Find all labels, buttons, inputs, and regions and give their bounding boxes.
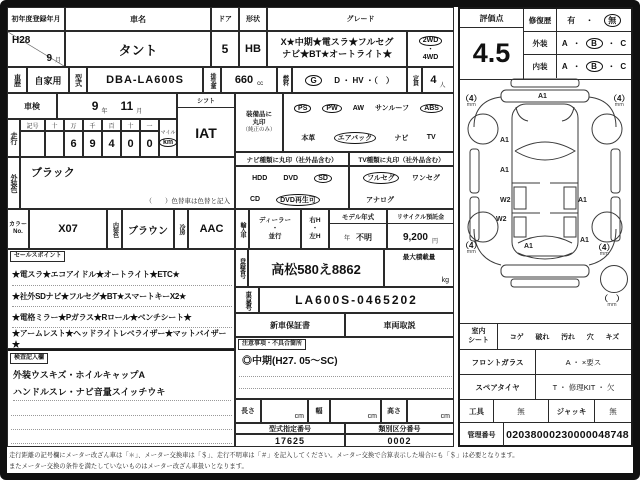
nav-option: DVD	[283, 174, 299, 182]
mileage-col-1k: 千	[83, 119, 102, 131]
inspection-month-unit: 月	[136, 108, 143, 115]
model-year-cell	[329, 209, 387, 249]
equipment-option: エアバック	[334, 132, 376, 144]
tread-value: （4）	[594, 243, 615, 252]
drive-separator: ・	[427, 45, 434, 53]
equipment-label-3: （純正のみ）	[242, 127, 276, 134]
repair-yes: 有	[567, 15, 576, 25]
tv-type-cell	[349, 166, 454, 209]
height-unit: cm	[440, 413, 450, 420]
sales-point-line: ★アームレスト★ヘッドライトレベライザー★マットバイザー★	[12, 327, 232, 349]
length-label: 長さ	[235, 399, 261, 423]
handle-cell	[301, 209, 329, 249]
capacity-unit: 人	[439, 82, 446, 89]
inspector-box	[7, 349, 235, 447]
evaluation-score: 4.5	[472, 38, 511, 68]
model-year-unit: 年	[343, 235, 350, 242]
exterior-color-value: ブラック	[31, 167, 75, 179]
seat-option: 破れ	[535, 333, 550, 341]
car-name-header: 車名	[65, 7, 211, 31]
mileage-digit: 4	[102, 131, 121, 157]
class-number: 0002	[345, 434, 454, 447]
ruled-line	[239, 388, 452, 389]
tv-type-header: TV種類に丸印（社外品含む）	[349, 152, 454, 166]
equipment-option: ナビ	[394, 134, 409, 142]
footer-notes	[9, 451, 631, 472]
equipment-label-cell	[235, 93, 283, 152]
recycle-label: リサイクル預託金	[388, 210, 453, 224]
grade-cell	[267, 31, 407, 67]
grade-option: B	[586, 38, 603, 49]
equipment-option: 本革	[301, 134, 316, 142]
repair-history-row	[524, 9, 631, 32]
mileage-col-1: 一	[140, 119, 159, 131]
warranty-cell: 新車保証書	[235, 313, 345, 337]
equipment-option: PW	[322, 104, 341, 113]
nav-row1	[236, 167, 348, 189]
recycle-value: 9,200	[402, 231, 428, 243]
windshield-label: フロントガラス	[460, 350, 536, 374]
shift-value: IAT	[195, 124, 217, 141]
model-code: DBA-LA600S	[87, 67, 203, 93]
seat-option: キズ	[605, 333, 620, 341]
mileage-unit-cell	[159, 119, 177, 157]
displacement-value: 660	[234, 74, 254, 86]
mileage-col-100k: 十	[45, 119, 64, 131]
sales-points-box	[7, 249, 235, 349]
capacity-label: 定員	[407, 67, 422, 93]
handle-dot: ・	[311, 225, 319, 233]
handle-left: 左H	[309, 232, 321, 240]
model-year-value-row	[330, 224, 386, 250]
equipment-option: ABS	[420, 104, 443, 113]
exterior-color-cell	[20, 157, 235, 209]
model-year-value: 不明	[356, 232, 372, 242]
shape-header: 形状	[239, 7, 267, 31]
door-count: 5	[211, 31, 239, 67]
model-code-label: 型式	[69, 67, 87, 93]
tools-label: 工具	[460, 400, 494, 422]
height-label: 高さ	[381, 399, 407, 423]
grade-dot: ・	[572, 38, 581, 48]
sales-point-line: ★社外SDナビ★フルセグ★BT★スマートキーX2★	[12, 285, 232, 307]
tread-unit: mm	[607, 302, 617, 308]
repair-history-label: 修復歴	[524, 9, 557, 31]
ac-value: AAC	[188, 209, 235, 249]
inspector-line: ハンドルスレ・ナビ音量スイッチウキ	[13, 383, 231, 401]
mileage-col-100: 百	[102, 119, 121, 131]
seat-label-2: シート	[468, 336, 489, 344]
tread-unit: mm	[466, 249, 476, 255]
sales-points-label: セールスポイント	[10, 251, 65, 262]
recycle-value-row	[388, 224, 453, 250]
equipment-option: サンルーフ	[375, 105, 410, 112]
interior-grade-label: 内装	[524, 55, 557, 78]
mileage-digit: 0	[140, 131, 159, 157]
mileage-digit	[45, 131, 64, 157]
shift-label: シフト	[178, 94, 234, 108]
car-diagram	[466, 77, 624, 301]
repair-dot: ・	[585, 15, 594, 25]
tv-row2	[350, 189, 453, 210]
type-designation-label: 型式指定番号	[235, 423, 345, 434]
tread-depth-rl	[461, 242, 481, 256]
mileage-unit-km: km	[159, 138, 177, 147]
inspector-line: 外装ウスキズ・ホイルキャップA	[13, 370, 146, 380]
mileage-digit: 9	[83, 131, 102, 157]
inspection-cell	[57, 93, 177, 119]
door-header: ドア	[211, 7, 239, 31]
width-cell	[330, 399, 381, 423]
fuel-label: 燃料	[277, 67, 292, 93]
tools-value: 無	[494, 400, 549, 422]
payload-label: 最大積載量	[402, 253, 436, 261]
fuel-gasoline: G	[305, 75, 322, 86]
management-row	[460, 423, 631, 446]
damage-mark: W2	[500, 197, 511, 204]
seat-row	[460, 324, 631, 350]
interior-grade-row	[524, 55, 631, 78]
fuel-cell	[292, 67, 407, 93]
tread-depth-spare	[600, 295, 624, 309]
inspection-year-unit: 年	[101, 108, 108, 115]
grade-option: A	[561, 38, 568, 48]
first-reg-month-unit: 月	[54, 58, 61, 64]
length-cell	[261, 399, 308, 423]
displacement-cell	[221, 67, 277, 93]
repair-no: 無	[604, 14, 621, 27]
tread-value: （4）	[609, 94, 630, 103]
spare-tire-row	[460, 375, 631, 400]
tv-option: フルセグ	[363, 172, 399, 184]
equipment-option: PS	[294, 104, 311, 113]
mileage-table	[20, 119, 159, 157]
ac-label: 冷房	[174, 209, 188, 249]
tread-depth-rr	[594, 244, 614, 258]
nav-option: DVD再生可	[276, 194, 320, 206]
chassis-number: LA600S-0465202	[259, 287, 454, 313]
jack-value: 無	[609, 406, 617, 416]
displacement-unit: cc	[257, 81, 264, 87]
grade-dot: ・	[607, 62, 616, 71]
exterior-color-label: 外装色	[7, 157, 20, 209]
mileage-label: 走行	[7, 119, 20, 157]
length-unit: cm	[294, 413, 304, 420]
tread-depth-fr	[609, 95, 629, 109]
ruled-line	[11, 429, 232, 430]
width-label: 幅	[308, 399, 330, 423]
mileage-digit	[20, 131, 45, 157]
class-number-label: 類別区分番号	[345, 423, 454, 434]
sales-point-line: ★電格ミラー★Pガラス★Rロール★ベンチシート★	[12, 306, 232, 328]
sales-point-line: ★電スラ★エコアイドル★オートライト★ETC★	[12, 270, 180, 279]
damage-mark: A1	[538, 93, 547, 100]
grade-option: C	[620, 38, 627, 48]
drive-4wd: 4WD	[422, 54, 439, 62]
grade-dot: ・	[572, 62, 581, 71]
nav-type-header: ナビ種類に丸印（社外品含む）	[235, 152, 349, 166]
tread-value: （4）	[461, 241, 482, 250]
notes-box	[235, 337, 454, 399]
seat-option: 汚れ	[561, 333, 576, 341]
interior-color-label: 内装色	[107, 209, 122, 249]
exterior-color-note: （ ）色替車は色替と記入	[145, 198, 230, 205]
equipment-option: AW	[352, 104, 364, 112]
nav-row2	[236, 189, 348, 210]
recycle-unit: 円	[432, 238, 439, 245]
import-dealer-cell	[249, 209, 301, 249]
seat-option: 穴	[586, 333, 594, 341]
damage-mark: A1	[524, 243, 533, 250]
displacement-label: 排気量	[203, 67, 221, 93]
tread-unit: mm	[614, 102, 624, 108]
management-number: 02038000230000048748	[506, 428, 629, 441]
nav-type-cell	[235, 166, 349, 209]
mileage-col-symbol: 記号	[20, 119, 45, 131]
right-panel	[458, 7, 633, 447]
first-reg-year: H28	[12, 35, 31, 46]
payload-cell	[384, 249, 454, 287]
spare-tire-value: T ・ 修理KIT ・ 欠	[552, 382, 615, 392]
import-label: 輸入車	[235, 209, 249, 249]
evaluation-box	[460, 9, 631, 80]
tv-option: アナログ	[366, 196, 394, 204]
ruled-line	[11, 415, 232, 416]
seat-option: コゲ	[509, 333, 524, 341]
notes-label: 注意事項・不具合箇所	[238, 339, 306, 350]
grade-line1: X★中期★電スラ★フルセグ	[280, 37, 394, 48]
grade-line2: ナビ★BT★オートライト★	[282, 49, 392, 59]
history-label: 車歴	[7, 67, 27, 93]
inspection-year: 9	[91, 99, 99, 113]
inspection-month: 11	[120, 99, 134, 113]
recycle-cell	[387, 209, 454, 249]
first-reg-month: 9	[46, 53, 52, 64]
damage-mark: A1	[500, 137, 509, 144]
management-label: 管理番号	[460, 423, 504, 446]
tread-value: （4）	[461, 94, 482, 103]
import-parallel: 並行	[268, 232, 282, 240]
damage-mark: A1	[500, 167, 509, 174]
damage-mark: A1	[580, 237, 589, 244]
exterior-grade-label: 外装	[524, 32, 557, 54]
ruled-line	[11, 443, 232, 444]
capacity-value: 4	[430, 74, 437, 86]
windshield-value: A ・ ×要ス	[565, 357, 602, 367]
drive-2wd: 2WD	[419, 36, 443, 46]
tread-depth-fl	[461, 95, 481, 109]
tv-row1	[350, 167, 453, 189]
mileage-digit: 6	[64, 131, 83, 157]
condition-table	[460, 323, 631, 446]
jack-label: ジャッキ	[549, 400, 595, 422]
notes-text: ◎中期(H27. 05～SC)	[242, 356, 338, 367]
tread-unit: mm	[466, 102, 476, 108]
inspector-label: 検査記入欄	[10, 353, 48, 364]
mileage-col-10k: 万	[64, 119, 83, 131]
nav-option: SD	[314, 174, 332, 183]
equipment-label-2: 丸印	[252, 119, 266, 127]
tread-unit: mm	[599, 251, 609, 257]
first-reg-cell	[7, 31, 65, 67]
fuel-others: D ・ HV ・（ ）	[334, 75, 394, 85]
tools-row	[460, 400, 631, 423]
spare-tire-icon	[600, 265, 628, 293]
manual-cell: 車両取説	[345, 313, 454, 337]
grade-option: C	[620, 62, 627, 71]
type-designation-number: 17625	[235, 434, 345, 447]
car-name: タント	[65, 31, 211, 67]
nav-option: CD	[250, 196, 261, 203]
interior-color-value: ブラウン	[122, 209, 174, 249]
grade-option: A	[561, 62, 568, 71]
spare-tire-label: スペアタイヤ	[460, 375, 536, 399]
import-dot: ・	[271, 225, 279, 233]
footer-note-1: 走行距離の記号欄にメーター改ざん車は「＊」、メーター交換車は「＄」、走行不明車は「＃」を記入してください。メーター交換で合算表示した場合にも「＄」は必要となります。	[9, 452, 519, 459]
chassis-label: 車台番号	[235, 287, 259, 313]
color-no-value: X07	[29, 209, 107, 249]
equipment-grid-border	[283, 93, 454, 152]
inspection-label: 車検	[7, 93, 57, 119]
exterior-grade-row	[524, 32, 631, 55]
history-value: 自家用	[27, 67, 69, 93]
height-cell	[407, 399, 454, 423]
import-dealer: ディーラー	[259, 217, 291, 225]
mileage-col-10: 十	[121, 119, 140, 131]
registration-number: 高松580え8862	[248, 249, 384, 287]
equipment-option: TV	[426, 134, 436, 141]
body-shape: HB	[239, 31, 267, 67]
damage-mark: W2	[496, 216, 507, 223]
payload-unit: kg	[441, 277, 449, 284]
color-no-label: カラーNo.	[7, 209, 29, 249]
tv-option: ワンセグ	[411, 175, 440, 182]
model-year-label: モデル年式	[330, 210, 386, 224]
shift-cell	[177, 93, 235, 157]
equipment-label-1: 装備品に	[246, 110, 272, 118]
mileage-unit-mile: マイル	[160, 130, 176, 136]
registration-label: 登録番号	[235, 249, 248, 287]
evaluation-label: 評価点	[460, 9, 523, 28]
grade-header: グレード	[267, 7, 454, 31]
ruled-line	[239, 376, 452, 377]
grade-dot: ・	[607, 38, 616, 48]
drive-cell	[407, 31, 454, 67]
footer-note-2: またメーター交換の条件を満たしていないものはメーター改ざん車扱いとなります。	[9, 462, 248, 470]
capacity-cell	[422, 67, 454, 93]
width-unit: cm	[367, 413, 377, 420]
seat-label-1: 室内	[471, 327, 486, 335]
damage-mark: A1	[578, 197, 587, 204]
tread-value: （ ）	[600, 294, 624, 303]
handle-right: 右H	[309, 217, 321, 225]
windshield-row	[460, 350, 631, 375]
first-reg-header: 初年度登録年月	[7, 7, 65, 31]
grade-option: B	[586, 61, 603, 72]
nav-option: HDD	[252, 174, 268, 182]
mileage-digit: 0	[121, 131, 140, 157]
